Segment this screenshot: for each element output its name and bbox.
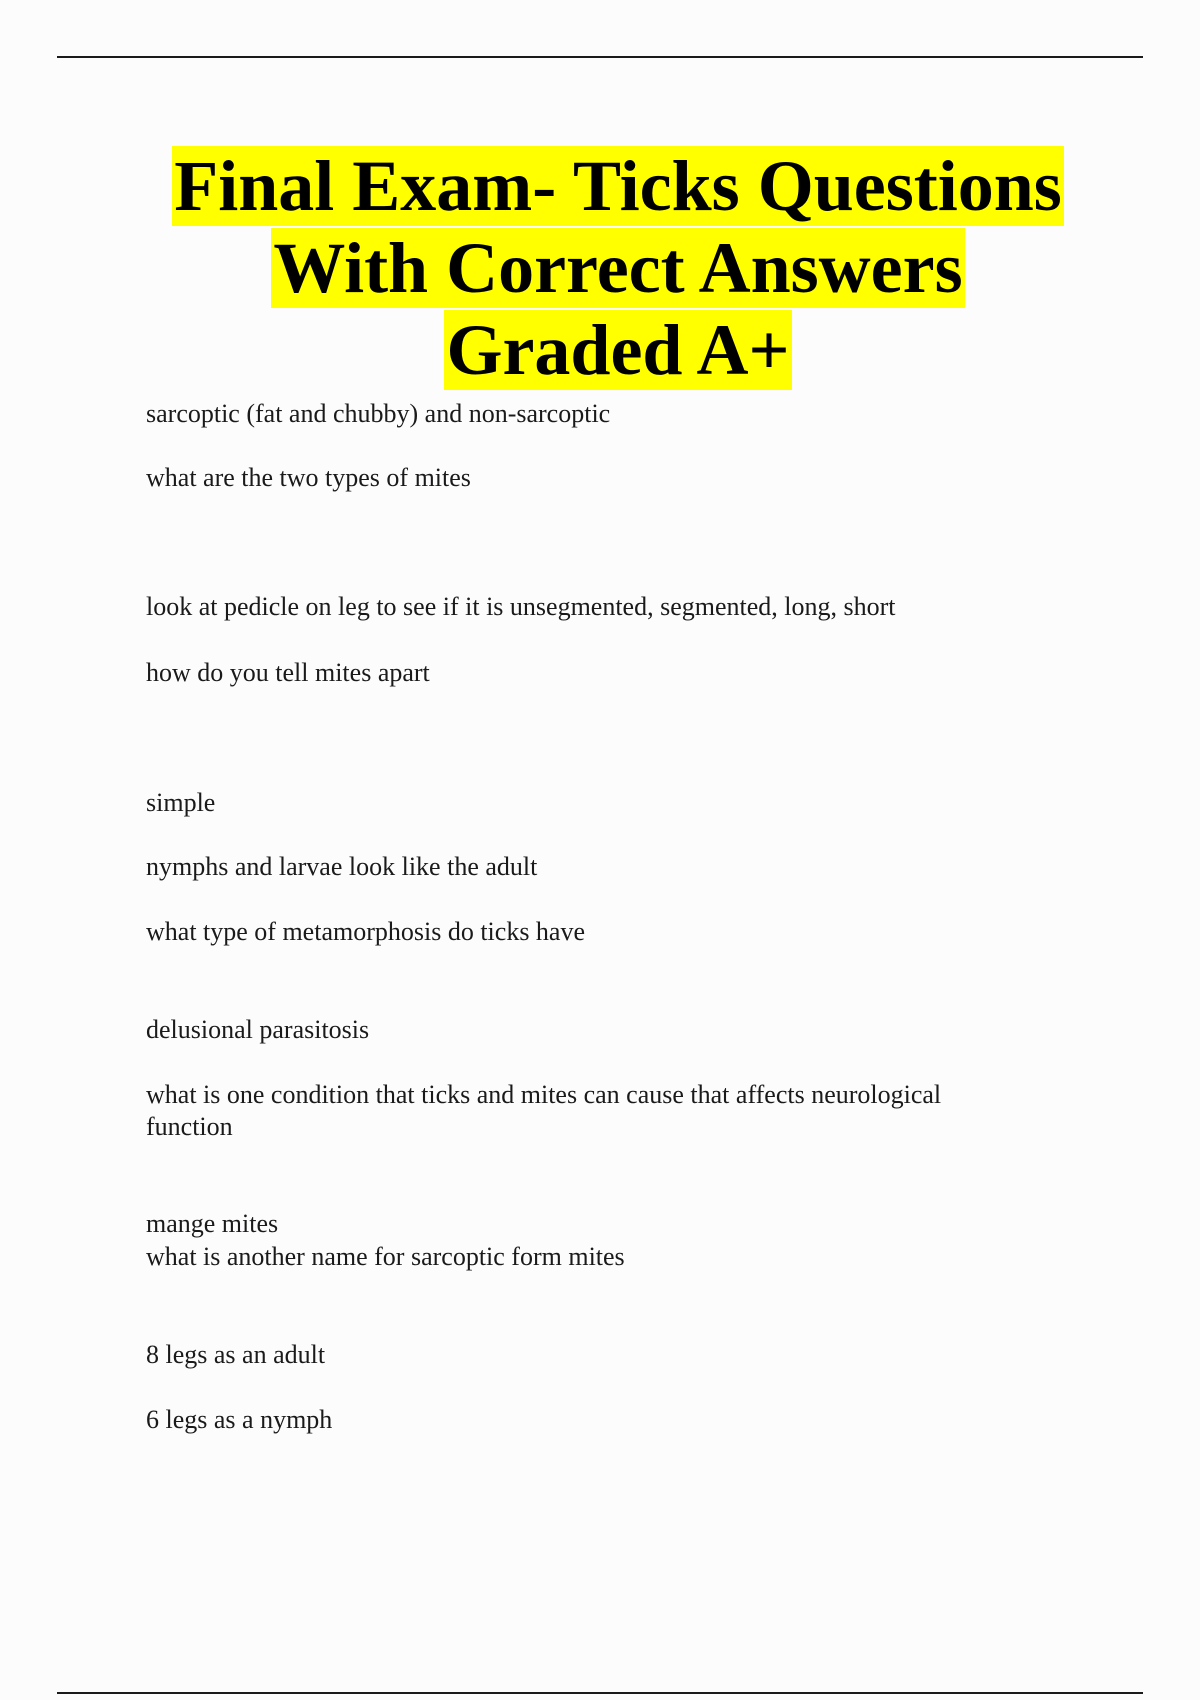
answer-text: simple <box>146 788 216 817</box>
footer-rule <box>57 1692 1143 1694</box>
highlighted-title-text: With Correct Answers <box>273 228 963 308</box>
title-line <box>0 227 1200 309</box>
title-line <box>0 145 1200 227</box>
header-rule <box>57 56 1143 58</box>
answer-text: 6 legs as a nymph <box>146 1405 333 1434</box>
answer-text: sarcoptic (fat and chubby) and non-sarcoptic <box>146 399 611 428</box>
answer-text: 8 legs as an adult <box>146 1340 326 1369</box>
question-text: how do you tell mites apart <box>146 658 430 687</box>
question-text: function <box>146 1112 233 1141</box>
document-title <box>0 145 1200 391</box>
answer-text: look at pedicle on leg to see if it is unsegmented, segmented, long, short <box>146 592 896 621</box>
answer-text: delusional parasitosis <box>146 1015 370 1044</box>
answer-text: nymphs and larvae look like the adult <box>146 852 538 881</box>
answer-text: mange mites <box>146 1209 279 1238</box>
highlighted-title-text: Graded A+ <box>446 310 790 390</box>
question-text: what is another name for sarcoptic form mites <box>146 1242 625 1271</box>
question-text: what are the two types of mites <box>146 463 471 492</box>
question-text: what is one condition that ticks and mites can cause that affects neurological <box>146 1080 942 1109</box>
question-text: what type of metamorphosis do ticks have <box>146 917 586 946</box>
highlighted-title-text: Final Exam- Ticks Questions <box>174 146 1062 226</box>
title-line <box>0 309 1200 391</box>
